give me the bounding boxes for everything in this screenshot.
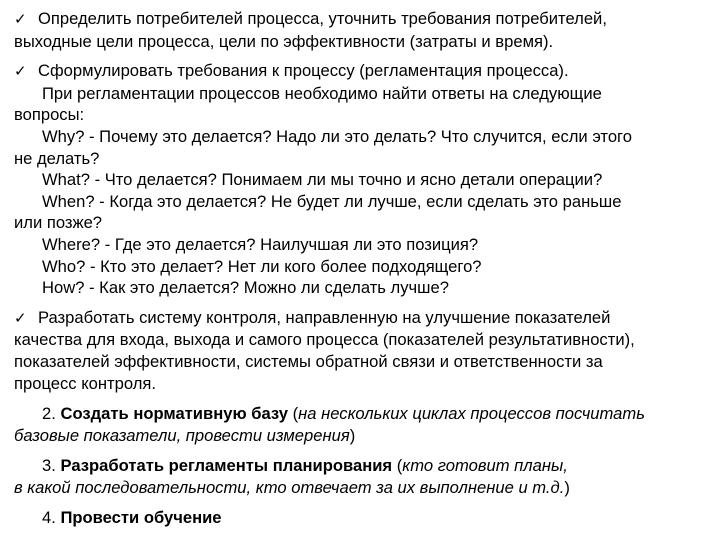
bullet-2-line-1: Сформулировать требования к процессу (регламентация процесса). bbox=[38, 61, 569, 81]
step-4-number: 4. bbox=[42, 508, 56, 528]
bullet-3-line-4: процесс контроля. bbox=[14, 373, 157, 393]
bullet-2 bbox=[14, 60, 708, 299]
step-2-number: 2. bbox=[42, 404, 56, 424]
question-when: When? - Когда это делается? Не будет ли лучше, если сделать это раньше bbox=[42, 191, 622, 211]
step-2-detail: на нескольких циклах процессов посчитать bbox=[298, 404, 645, 424]
question-why-cont: не делать? bbox=[14, 148, 100, 168]
step-3-close-paren: ) bbox=[564, 477, 570, 497]
bullet-1 bbox=[14, 8, 708, 52]
bullet-1-line-1: Определить потребителей процесса, уточнить требования потребителей, bbox=[38, 9, 607, 28]
step-3-detail-cont: в какой последовательности, кто отвечает за их выполнение и т.д. bbox=[14, 477, 565, 497]
question-who: Who? - Кто это делает? Нет ли кого более подходящего? bbox=[42, 256, 482, 276]
question-why: Why? - Почему это делается? Надо ли это делать? Что случится, если этого bbox=[42, 126, 632, 146]
step-4-title: Провести обучение bbox=[60, 508, 222, 528]
step-2-detail-cont: базовые показатели, провести измерения bbox=[14, 425, 350, 445]
step-3-title: Разработать регламенты планирования bbox=[60, 456, 393, 476]
step-2-close-paren: ) bbox=[349, 425, 356, 445]
bullet-3-line-1: Разработать систему контроля, направленную на улучшение показателей bbox=[38, 307, 611, 327]
step-2-open-paren: ( bbox=[292, 404, 299, 424]
step-4 bbox=[14, 507, 708, 529]
bullet-2-intro-cont: вопросы: bbox=[14, 105, 85, 125]
bullet-3 bbox=[14, 307, 708, 394]
step-3 bbox=[14, 455, 708, 498]
step-3-number: 3. bbox=[42, 456, 56, 476]
check-icon: ✓ bbox=[14, 62, 27, 81]
bullet-1-line-2: выходные цели процесса, цели по эффективности (затраты и время). bbox=[14, 31, 554, 51]
question-what: What? - Что делается? Понимаем ли мы точно и ясно детали операции? bbox=[42, 170, 603, 190]
question-when-cont: или позже? bbox=[14, 213, 103, 233]
step-3-detail: кто готовит планы, bbox=[402, 456, 568, 476]
bullet-2-intro: При регламентации процессов необходимо найти ответы на следующие bbox=[42, 83, 602, 103]
bullet-3-line-3: показателей эффективности, системы обратной связи и ответственности за bbox=[14, 351, 603, 371]
question-how: How? - Как это делается? Можно ли сделать лучше? bbox=[42, 278, 449, 298]
question-where: Where? - Где это делается? Наилучшая ли это позиция? bbox=[42, 234, 479, 254]
step-2-title: Создать нормативную базу bbox=[60, 404, 288, 424]
check-icon: ✓ bbox=[14, 308, 27, 327]
bullet-3-line-2: качества для входа, выхода и самого процесса (показателей результативности), bbox=[14, 330, 635, 350]
step-3-open-paren: ( bbox=[396, 456, 403, 476]
check-icon: ✓ bbox=[14, 10, 27, 28]
step-2 bbox=[14, 403, 708, 446]
